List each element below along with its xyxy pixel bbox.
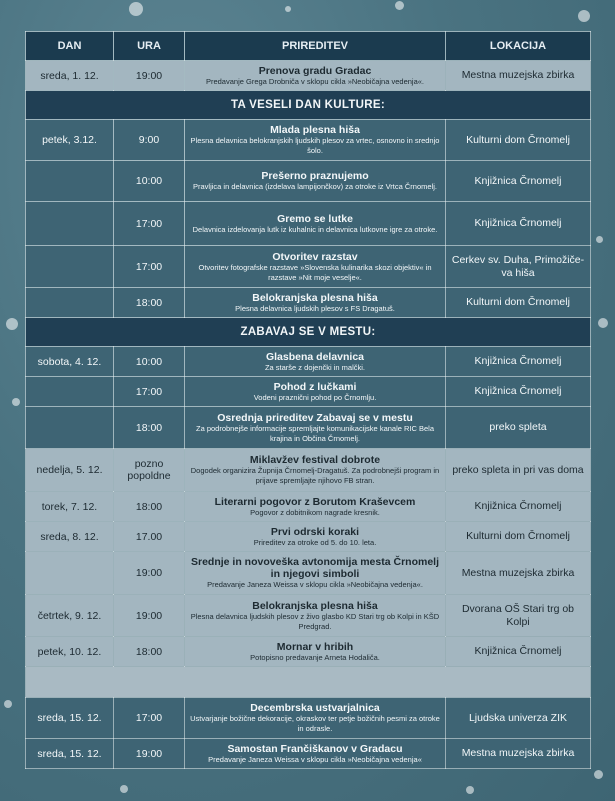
event-cell: [185, 202, 446, 246]
time-cell: 9:00: [114, 120, 185, 161]
event-title: Osrednja prireditev Zabavaj se v mestu: [217, 411, 413, 424]
day-cell: [26, 377, 114, 407]
snow-dot: [578, 10, 590, 22]
event-cell: [185, 407, 446, 449]
location-cell: preko spleta in pri vas doma: [446, 449, 591, 492]
event-description: Prireditev za otroke od 5. do 10. leta.: [253, 537, 377, 547]
event-cell: [185, 637, 446, 667]
table-row: [26, 288, 591, 318]
table-row: [26, 161, 591, 202]
time-cell: 19:00: [114, 739, 185, 769]
day-cell: sreda, 15. 12.: [26, 739, 114, 769]
spacer-row: [26, 667, 591, 698]
event-description: Plesna delavnica belokranjskih ljudskih plesov za vrtec, osnovno in srednjo šolo.: [190, 136, 440, 155]
table-row: [26, 595, 591, 637]
day-cell: sobota, 4. 12.: [26, 347, 114, 377]
location-cell: Knjižnica Črnomelj: [446, 637, 591, 667]
time-cell: 17:00: [114, 202, 185, 246]
event-description: Pogovor z dobitnikom nagrade kresnik.: [250, 507, 380, 517]
header-event: PRIREDITEV: [185, 32, 446, 61]
events-table: [25, 31, 591, 769]
location-cell: Kulturni dom Črnomelj: [446, 288, 591, 318]
event-title: Srednje in novoveška avtonomija mesta Črnomelj in njegovi simboli: [191, 556, 439, 580]
time-cell: 19:00: [114, 595, 185, 637]
day-cell: torek, 7. 12.: [26, 492, 114, 522]
event-title: Pohod z lučkami: [273, 380, 357, 393]
event-cell: [185, 449, 446, 492]
day-cell: nedelja, 5. 12.: [26, 449, 114, 492]
event-cell: [185, 61, 446, 91]
location-cell: Knjižnica Črnomelj: [446, 202, 591, 246]
table-row: [26, 407, 591, 449]
event-cell: [185, 161, 446, 202]
event-description: Plesna delavnica ljudskih plesov z živo glasbo KD Stari trg ob Kolpi in KŠD Predgrad.: [190, 611, 440, 631]
event-description: Pravljica in delavnica (izdelava lampijončkov) za otroke iz Vrtca Črnomelj.: [193, 182, 437, 191]
time-cell: 19:00: [114, 61, 185, 91]
location-cell: Knjižnica Črnomelj: [446, 377, 591, 407]
snow-dot: [395, 1, 404, 10]
snow-dot: [466, 786, 474, 794]
table-row: [26, 246, 591, 288]
table-row: [26, 347, 591, 377]
event-cell: [185, 288, 446, 318]
event-cell: [185, 492, 446, 522]
day-cell: [26, 288, 114, 318]
event-cell: [185, 552, 446, 595]
event-title: Belokranjska plesna hiša: [252, 599, 378, 612]
snow-dot: [129, 2, 143, 16]
event-cell: [185, 595, 446, 637]
location-cell: Mestna muzejska zbirka: [446, 61, 591, 91]
location-cell: preko spleta: [446, 407, 591, 449]
location-cell: Kulturni dom Črnomelj: [446, 120, 591, 161]
location-cell: Cerkev sv. Duha, Primožiče-va hiša: [446, 246, 591, 288]
time-cell: 17:00: [114, 246, 185, 288]
day-cell: petek, 3.12.: [26, 120, 114, 161]
snow-dot: [594, 770, 603, 779]
table-row: [26, 120, 591, 161]
location-cell: Ljudska univerza ZIK: [446, 698, 591, 739]
time-cell: 18:00: [114, 637, 185, 667]
event-description: Vodeni praznični pohod po Črnomlju.: [253, 392, 377, 402]
section-heading: TA VESELI DAN KULTURE:: [26, 91, 591, 120]
location-cell: Knjižnica Črnomelj: [446, 161, 591, 202]
table-row: [26, 739, 591, 769]
event-description: Plesna delavnica ljudskih plesov s FS Dragatuš.: [235, 303, 395, 313]
section-heading: ZABAVAJ SE V MESTU:: [26, 318, 591, 347]
event-title: Decembrska ustvarjalnica: [250, 702, 380, 714]
event-title: Belokranjska plesna hiša: [252, 291, 378, 304]
event-description: Za podrobnejše informacije spremljajte komunikacijske kanale RIC Bela krajina in Občina Črnomelj.: [195, 423, 435, 443]
day-cell: četrtek, 9. 12.: [26, 595, 114, 637]
event-cell: [185, 347, 446, 377]
location-cell: Mestna muzejska zbirka: [446, 552, 591, 595]
time-cell: 17:00: [114, 377, 185, 407]
snow-dot: [596, 236, 603, 243]
time-cell: pozno popoldne: [114, 449, 185, 492]
table-row: [26, 637, 591, 667]
section-heading-row: [26, 91, 591, 120]
day-cell: sreda, 15. 12.: [26, 698, 114, 739]
event-title: Miklavžev festival dobrote: [249, 454, 381, 466]
time-cell: 17:00: [114, 698, 185, 739]
event-description: Dogodek organizira Župnija Črnomelj-Dragatuš. Za podrobnejši program in prijave spremljajte njihovo FB stran.: [190, 466, 440, 485]
table-row: [26, 202, 591, 246]
time-cell: 18:00: [114, 492, 185, 522]
time-cell: 18:00: [114, 407, 185, 449]
table-row: [26, 522, 591, 552]
location-cell: Mestna muzejska zbirka: [446, 739, 591, 769]
time-cell: 19:00: [114, 552, 185, 595]
table-row: [26, 449, 591, 492]
table-row: [26, 492, 591, 522]
event-title: Gremo se lutke: [277, 212, 353, 225]
location-cell: Kulturni dom Črnomelj: [446, 522, 591, 552]
day-cell: petek, 10. 12.: [26, 637, 114, 667]
snow-dot: [12, 398, 20, 406]
event-title: Prenova gradu Gradac: [258, 64, 372, 77]
event-title: Prešerno praznujemo: [261, 170, 369, 182]
event-title: Mlada plesna hiša: [270, 124, 360, 136]
header-day: DAN: [26, 32, 114, 61]
day-cell: [26, 161, 114, 202]
table-header-row: [26, 32, 591, 61]
location-cell: Dvorana OŠ Stari trg ob Kolpi: [446, 595, 591, 637]
location-cell: Knjižnica Črnomelj: [446, 492, 591, 522]
location-cell: Knjižnica Črnomelj: [446, 347, 591, 377]
table-row: [26, 377, 591, 407]
day-cell: [26, 202, 114, 246]
event-description: Predavanje Grega Drobniča v sklopu cikla »Neobičajna vedenja«.: [205, 76, 425, 86]
event-cell: [185, 739, 446, 769]
event-description: Delavnica izdelovanja lutk iz kuhalnic in delavnica lutkovne igre za otroke.: [192, 224, 438, 234]
event-cell: [185, 698, 446, 739]
time-cell: 18:00: [114, 288, 185, 318]
section-heading-row: [26, 318, 591, 347]
day-cell: [26, 407, 114, 449]
day-cell: sreda, 8. 12.: [26, 522, 114, 552]
event-description: Predavanje Janeza Weissa v sklopu cikla »Neobičajna vedenja«.: [207, 580, 423, 589]
day-cell: [26, 552, 114, 595]
event-description: Potopisno predavanje Arneta Hodaliča.: [250, 652, 380, 662]
event-title: Glasbena delavnica: [265, 350, 365, 363]
header-location: LOKACIJA: [446, 32, 591, 61]
event-description: Otvoritev fotografske razstave »Slovenska kulinarika skozi objektiv« in razstave »Nit moje veselje«.: [198, 262, 432, 282]
event-description: Ustvarjanje božične dekoracije, okraskov ter petje božičnih pesmi za otroke in odrasle.: [190, 714, 440, 733]
event-title: Samostan Frančiškanov v Gradacu: [227, 742, 403, 755]
event-title: Literarni pogovor z Borutom Kraševcem: [214, 495, 416, 508]
header-time: URA: [114, 32, 185, 61]
table-row: [26, 698, 591, 739]
event-cell: [185, 120, 446, 161]
time-cell: 10:00: [114, 161, 185, 202]
snow-dot: [285, 6, 291, 12]
snow-dot: [6, 318, 18, 330]
event-title: Prvi odrski koraki: [270, 525, 360, 538]
event-description: Predavanje Janeza Weissa v sklopu cikla »Neobičajna vedenja«: [208, 754, 422, 764]
event-title: Otvoritev razstav: [272, 250, 358, 263]
snow-dot: [120, 785, 128, 793]
time-cell: 17.00: [114, 522, 185, 552]
snow-dot: [4, 700, 12, 708]
event-description: Za starše z dojenčki in malčki.: [264, 362, 366, 372]
event-cell: [185, 377, 446, 407]
day-cell: sreda, 1. 12.: [26, 61, 114, 91]
event-title: Mornar v hribih: [276, 640, 354, 653]
event-cell: [185, 246, 446, 288]
snow-dot: [598, 318, 608, 328]
table-row: [26, 61, 591, 91]
empty-cell: [26, 667, 591, 698]
table-row: [26, 552, 591, 595]
event-cell: [185, 522, 446, 552]
time-cell: 10:00: [114, 347, 185, 377]
day-cell: [26, 246, 114, 288]
